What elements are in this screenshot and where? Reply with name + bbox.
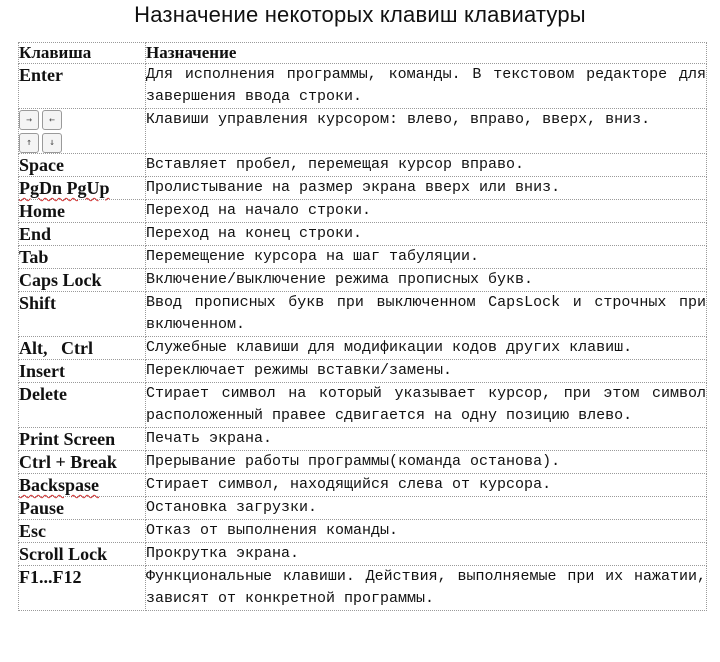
arrow-down-icon: ↓ (42, 133, 62, 153)
table-row (19, 246, 707, 269)
key-description: Функциональные клавиши. Действия, выполняемые при их нажатии, зависят от конкретной программы. (146, 566, 707, 611)
arrow-right-icon: → (19, 110, 39, 130)
key-name: PgDn PgUp (19, 177, 146, 200)
table-row (19, 154, 707, 177)
table-row (19, 292, 707, 337)
key-name: Delete (19, 383, 146, 428)
table-row (19, 64, 707, 109)
key-description: Пролистывание на размер экрана вверх или вниз. (146, 177, 707, 200)
key-description: Печать экрана. (146, 428, 707, 451)
key-description: Переход на начало строки. (146, 200, 707, 223)
key-name: Pause (19, 497, 146, 520)
arrow-left-icon: ← (42, 110, 62, 130)
key-description: Перемещение курсора на шаг табуляции. (146, 246, 707, 269)
table-row (19, 360, 707, 383)
key-name: Insert (19, 360, 146, 383)
key-name: Home (19, 200, 146, 223)
key-description: Клавиши управления курсором: влево, вправо, вверх, вниз. (146, 109, 707, 154)
key-name: Space (19, 154, 146, 177)
key-description: Стирает символ, находящийся слева от курсора. (146, 474, 707, 497)
document-title: Назначение некоторых клавиш клавиатуры (134, 2, 586, 27)
key-name: Esc (19, 520, 146, 543)
key-description: Переход на конец строки. (146, 223, 707, 246)
table-row (19, 497, 707, 520)
table-row (19, 566, 707, 611)
table-row (19, 269, 707, 292)
table-row (19, 451, 707, 474)
key-name: Alt, Ctrl (19, 337, 146, 360)
key-description: Отказ от выполнения команды. (146, 520, 707, 543)
key-name: Shift (19, 292, 146, 337)
table-row (19, 543, 707, 566)
key-name: End (19, 223, 146, 246)
key-description: Включение/выключение режима прописных букв. (146, 269, 707, 292)
keys-table (18, 42, 707, 611)
header-key: Клавиша (19, 43, 146, 64)
key-description: Переключает режимы вставки/замены. (146, 360, 707, 383)
key-description: Служебные клавиши для модификации кодов других клавиш. (146, 337, 707, 360)
key-description: Стирает символ на который указывает курсор, при этом символ расположенный правее сдвигается на одну позицию влево. (146, 383, 707, 428)
key-description: Прокрутка экрана. (146, 543, 707, 566)
arrow-keys-cell (19, 109, 146, 154)
table-row (19, 223, 707, 246)
table-row (19, 520, 707, 543)
key-name: Enter (19, 64, 146, 109)
key-name: Print Screen (19, 428, 146, 451)
header-purpose: Назначение (146, 43, 707, 64)
table-row (19, 337, 707, 360)
table-row (19, 177, 707, 200)
key-description: Остановка загрузки. (146, 497, 707, 520)
table-row (19, 383, 707, 428)
key-name: Scroll Lock (19, 543, 146, 566)
table-row (19, 428, 707, 451)
arrow-up-icon: ↑ (19, 133, 39, 153)
key-description: Для исполнения программы, команды. В текстовом редакторе для завершения ввода строки. (146, 64, 707, 109)
table-row (19, 109, 707, 154)
key-name: Tab (19, 246, 146, 269)
key-name: Ctrl + Break (19, 451, 146, 474)
arrow-keys-icon (19, 110, 145, 153)
table-header-row (19, 43, 707, 64)
table-row (19, 474, 707, 497)
key-name: Caps Lock (19, 269, 146, 292)
key-description: Прерывание работы программы(команда останова). (146, 451, 707, 474)
key-name: Backspase (19, 474, 146, 497)
key-description: Вставляет пробел, перемещая курсор вправо. (146, 154, 707, 177)
key-description: Ввод прописных букв при выключенном CapsLock и строчных при включенном. (146, 292, 707, 337)
key-name: F1...F12 (19, 566, 146, 611)
table-row (19, 200, 707, 223)
